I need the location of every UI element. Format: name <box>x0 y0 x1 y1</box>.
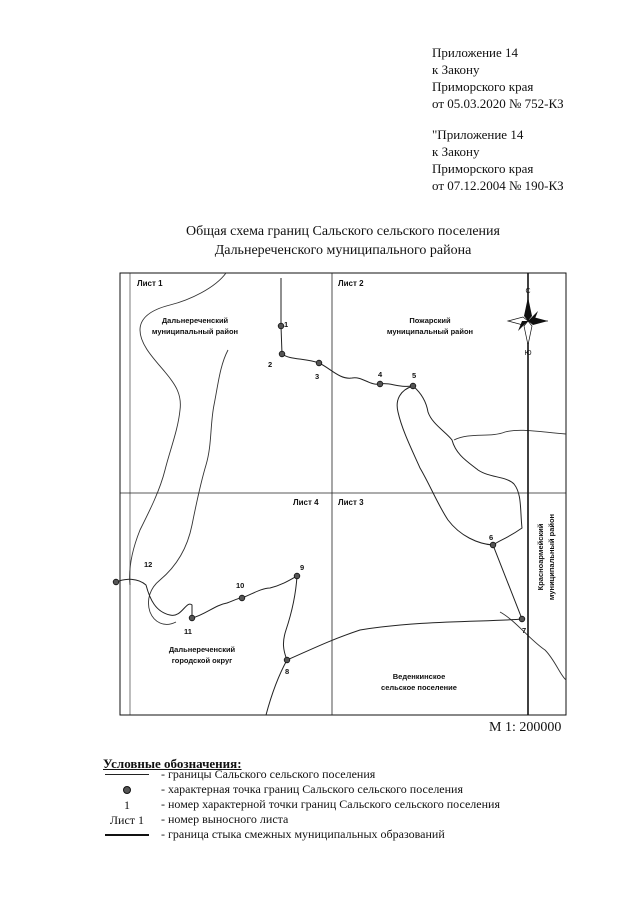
sheet-label-4: Лист 4 <box>293 498 319 507</box>
header-line: Приморского края <box>432 161 534 176</box>
point-label: 8 <box>285 667 290 676</box>
point-label: 9 <box>300 563 305 572</box>
sheet-label-3: Лист 3 <box>338 498 364 507</box>
boundary-point-7 <box>519 616 525 622</box>
legend-text: - граница стыка смежных муниципальных образований <box>161 827 445 841</box>
legend-text: - номер характерной точки границ Сальского сельского поселения <box>161 797 500 811</box>
sheet-label-1: Лист 1 <box>137 279 163 288</box>
area-label-dalnerechensky-urban: Дальнереченский <box>168 645 236 654</box>
boundary-point-6 <box>490 542 496 548</box>
legend-text: - номер выносного листа <box>161 812 289 826</box>
legend-symbol <box>103 827 151 843</box>
legend-item-point-number <box>103 797 543 813</box>
salsky-boundary-inner <box>397 386 493 545</box>
header-line: к Закону <box>432 144 480 159</box>
area-label-krasnoarmeysky-district: муниципальный район <box>547 513 556 601</box>
legend-item-boundary <box>103 767 543 783</box>
legend-symbol <box>103 767 151 783</box>
boundary-point-11 <box>189 615 195 621</box>
legend-symbol-text: Лист 1 <box>109 813 145 827</box>
legend-symbol-text: 1 <box>124 798 130 812</box>
point-label: 1 <box>284 320 289 329</box>
legend-title: Условные обозначения: <box>103 756 242 771</box>
header-line: от 05.03.2020 № 752-КЗ <box>432 96 564 111</box>
boundary-point-5 <box>410 383 416 389</box>
header-line: от 07.12.2004 № 190-КЗ <box>432 178 564 193</box>
point-label: 4 <box>378 370 383 379</box>
legend-text: - характерная точка границ Сальского сельского поселения <box>161 782 463 796</box>
point-label: 3 <box>315 372 320 381</box>
boundary-point-12 <box>113 579 119 585</box>
boundary-point-2 <box>279 351 285 357</box>
river-inner <box>148 350 228 624</box>
header-line: к Закону <box>432 62 480 77</box>
point-label: 5 <box>412 371 417 380</box>
boundary-point-9 <box>294 573 300 579</box>
river-east <box>454 430 566 440</box>
area-label-pozharsky-district: муниципальный район <box>386 327 474 336</box>
legend-item-adjacent-boundary <box>103 827 543 843</box>
area-label-krasnoarmeysky-district: Красноармейский <box>536 523 545 591</box>
area-label-vedenkinskoe-settlement: сельское поселение <box>381 683 457 692</box>
point-label: 7 <box>522 626 527 635</box>
adjacent-boundary-symbol <box>105 834 149 836</box>
compass-south-label: Ю <box>524 350 532 357</box>
point-label: 11 <box>184 627 192 636</box>
salsky-boundary-east <box>266 278 522 715</box>
boundary-line-symbol <box>105 774 149 775</box>
legend-text: - границы Сальского сельского поселения <box>161 767 376 781</box>
boundary-point-3 <box>316 360 322 366</box>
area-label-dalnerechensky-urban: городской округ <box>171 656 233 665</box>
area-label-dalnerechensky-district: муниципальный район <box>151 327 239 336</box>
legend-item-sheet <box>103 812 543 828</box>
area-label-dalnerechensky-district: Дальнереченский <box>161 316 229 325</box>
title-line: Дальнереченского муниципального района <box>214 243 472 258</box>
area-label-vedenkinskoe-settlement: Веденкинское <box>392 672 446 681</box>
legend-item-point <box>103 782 543 798</box>
point-dot-symbol <box>123 786 131 794</box>
compass-north-label: С <box>525 288 531 295</box>
river-southeast <box>500 612 566 680</box>
header-line: Приморского края <box>432 79 534 94</box>
point-label: 6 <box>489 533 494 542</box>
boundary-point-10 <box>239 595 245 601</box>
point-label: 10 <box>236 581 245 590</box>
point-label: 12 <box>144 560 153 569</box>
point-label: 2 <box>268 360 273 369</box>
header-line: "Приложение 14 <box>432 127 524 142</box>
boundary-point-1 <box>278 323 284 329</box>
map-scale: М 1: 200000 <box>489 720 562 735</box>
header-line: Приложение 14 <box>432 45 519 60</box>
area-label-pozharsky-district: Пожарский <box>409 316 451 325</box>
boundary-point-4 <box>377 381 383 387</box>
legend-symbol <box>103 782 151 798</box>
title-line: Общая схема границ Сальского сельского поселения <box>186 224 500 239</box>
boundary-point-8 <box>284 657 290 663</box>
sheet-label-2: Лист 2 <box>338 279 364 288</box>
